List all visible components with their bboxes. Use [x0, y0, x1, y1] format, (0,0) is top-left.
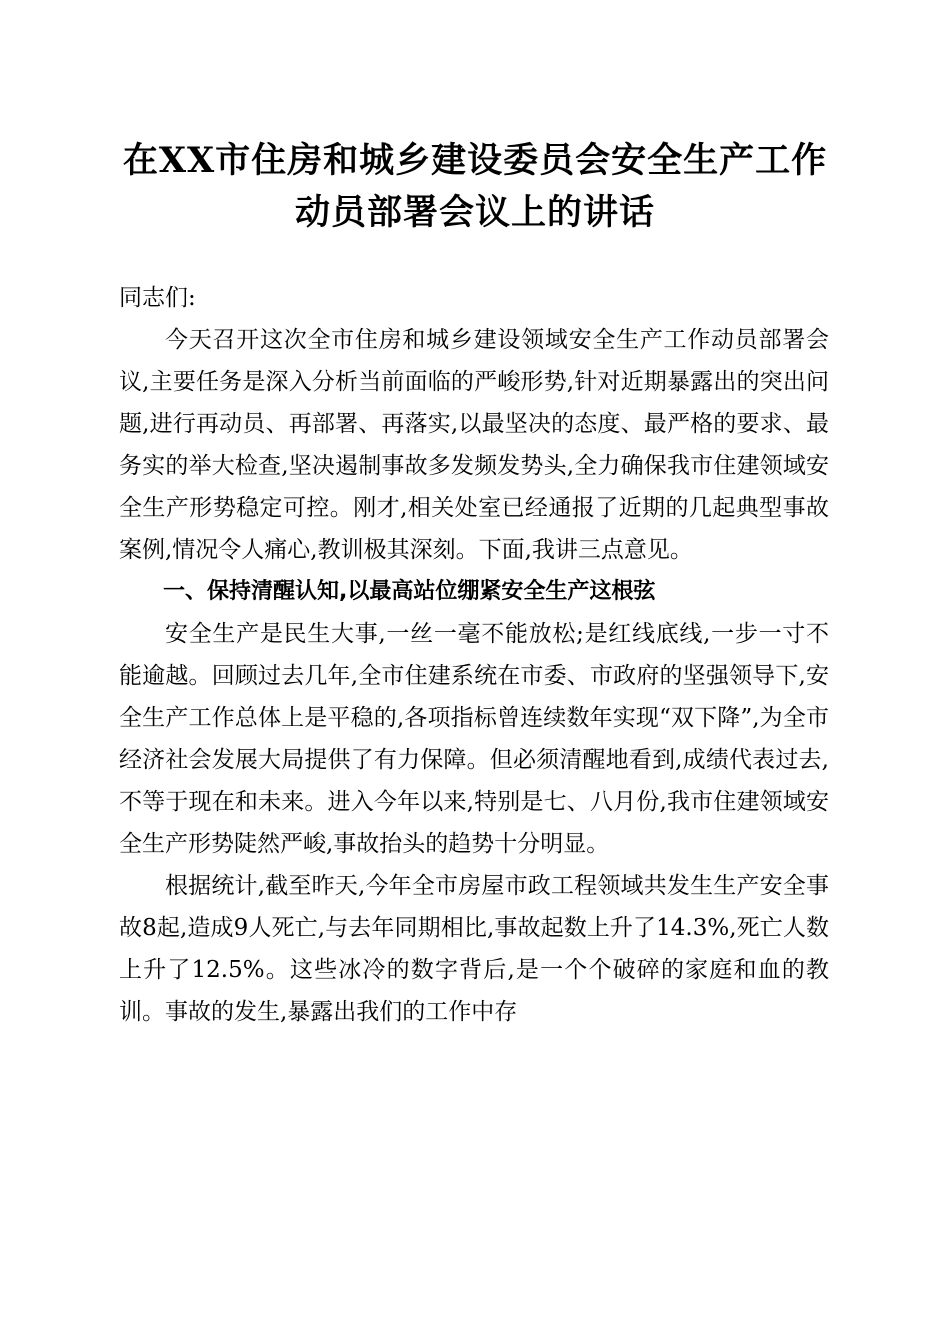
title-line-1: 在XX市住房和城乡建设委员会安全生产工作 — [122, 140, 828, 181]
intro-paragraph: 今天召开这次全市住房和城乡建设领域安全生产工作动员部署会议,主要任务是深入分析当前面临的严峻形势,针对近期暴露出的突出问题,进行再动员、再部署、再落实,以最坚决的态度、最严格的要求、最务实的举大检查,坚决遏制事故多发频发势头,全力确保我市住建领域安全生产形势稳定可控。刚才,相关处室已经通报了近期的几起典型事故案例,情况令人痛心,教训极其深刻。下面,我讲三点意见。 — [119, 327, 829, 563]
salutation: 同志们: — [119, 285, 196, 311]
page-title — [100, 135, 850, 239]
title-line-2: 动员部署会议上的讲话 — [294, 192, 655, 233]
document-body — [119, 277, 829, 1033]
section-heading-1: 一、保持清醒认知,以最高站位绷紧安全生产这根弦 — [163, 579, 656, 604]
section1-paragraph-1: 安全生产是民生大事,一丝一毫不能放松;是红线底线,一步一寸不能逾越。回顾过去几年,全市住建系统在市委、市政府的坚强领导下,安全生产工作总体上是平稳的,各项指标曾连续数年实现“双下降”,为全市经济社会发展大局提供了有力保障。但必须清醒地看到,成绩代表过去,不等于现在和未来。进入今年以来,特别是七、八月份,我市住建领域安全生产形势陡然严峻,事故抬头的趋势十分明显。 — [119, 621, 829, 857]
section1-paragraph-2: 根据统计,截至昨天,今年全市房屋市政工程领域共发生生产安全事故8起,造成9人死亡,与去年同期相比,事故起数上升了14.3%,死亡人数上升了12.5%。这些冰冷的数字背后,是一个个破碎的家庭和血的教训。事故的发生,暴露出我们的工作中存 — [119, 873, 829, 1025]
